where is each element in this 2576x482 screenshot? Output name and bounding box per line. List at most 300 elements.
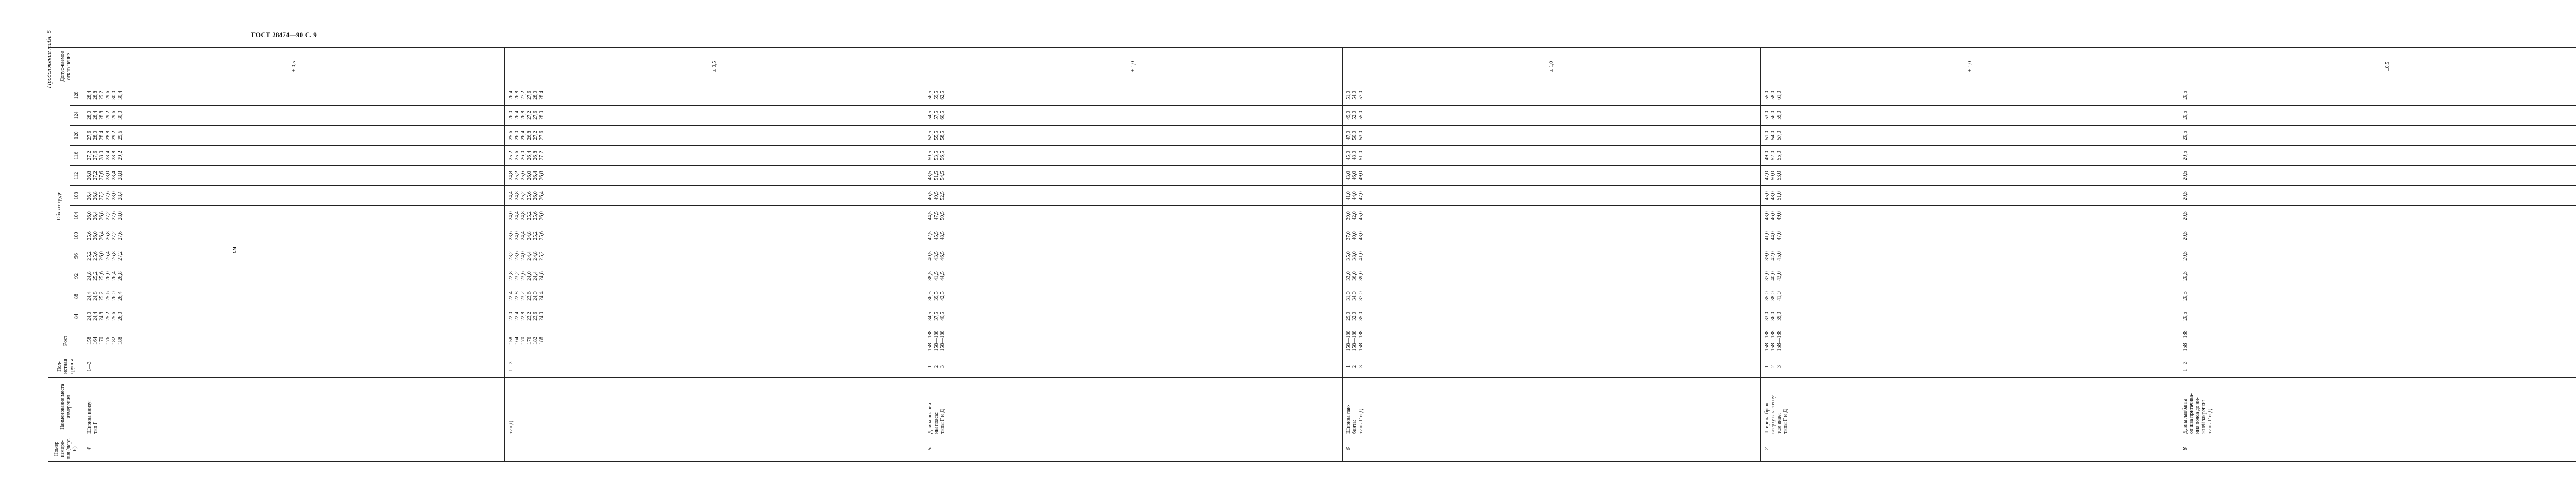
size-values <box>924 85 1343 105</box>
cell-line: типы Г и Д <box>1783 409 1789 434</box>
size-values <box>1343 286 1761 306</box>
cell-line: 24,8 <box>508 171 514 180</box>
cell-line: 27,6 <box>93 151 98 160</box>
cell-line: 26,4 <box>87 191 92 200</box>
cell-line: 28,4 <box>93 111 98 120</box>
size-values <box>2179 106 2576 126</box>
cell-line: 26,8 <box>514 91 520 100</box>
cell-line: 26,0 <box>111 291 117 301</box>
cell-line: 46,5 <box>940 251 946 261</box>
size-values <box>505 106 924 126</box>
chest-size-120: 120 <box>70 126 83 146</box>
cell-line: 28,8 <box>93 91 98 100</box>
cell-line: 25,6 <box>520 171 527 180</box>
size-values <box>1761 146 2179 166</box>
cell-line: 37,0 <box>1346 231 1352 240</box>
cell-line: ны пояса: <box>934 412 940 434</box>
measure-name <box>83 378 505 436</box>
cell-line: 60,5 <box>940 111 946 120</box>
cell-line: 27,6 <box>539 131 545 140</box>
cell-line: 170 <box>520 337 527 345</box>
cell-line: 49,0 <box>1764 151 1770 160</box>
cell-line: 22,4 <box>514 312 520 321</box>
measure-number: 5 <box>924 436 1343 462</box>
cell-line: 158—188 <box>1776 330 1783 351</box>
cell-line: 26,0 <box>99 251 105 261</box>
cell-line: 48,0 <box>1352 151 1358 160</box>
cell-line: 26,8 <box>87 171 92 180</box>
cell-line: 33,0 <box>1764 312 1770 321</box>
cell-line: 29,2 <box>99 91 105 100</box>
height-values <box>1343 326 1761 355</box>
size-values <box>1761 306 2179 326</box>
cell-line: 27,6 <box>105 191 111 200</box>
cell-line: 28,4 <box>87 91 92 100</box>
cell-line: 20,5 <box>2182 111 2189 120</box>
col-chest-header: Обхват груди <box>48 85 70 326</box>
cell-line: 26,8 <box>99 211 105 220</box>
cell-line: 57,0 <box>1358 91 1364 100</box>
cell-line: 28,4 <box>117 191 123 200</box>
cell-line: 37,0 <box>1358 291 1364 301</box>
cell-line: 41,0 <box>1346 191 1352 200</box>
chest-size-128: 128 <box>70 85 83 105</box>
cell-line: 24,4 <box>520 231 527 240</box>
cell-line: 25,2 <box>527 211 533 220</box>
cell-line: 28,8 <box>105 131 111 140</box>
size-values <box>1761 106 2179 126</box>
cell-line: 26,4 <box>520 131 527 140</box>
tolerance: ± 0,5 <box>83 47 505 85</box>
cell-line: 43,0 <box>1776 271 1783 281</box>
cell-line: 40,0 <box>1770 271 1776 281</box>
size-values <box>505 186 924 206</box>
size-values <box>83 126 505 146</box>
cell-line: 34,5 <box>927 312 934 321</box>
chest-size-116: 116 <box>70 146 83 166</box>
cell-line: 48,5 <box>940 231 946 240</box>
cell-line: 29,6 <box>105 91 111 100</box>
height-values <box>2179 326 2576 355</box>
size-values <box>83 306 505 326</box>
cell-line: 54,0 <box>1352 91 1358 100</box>
chest-size-96: 96 <box>70 246 83 266</box>
cell-line: 158—188 <box>1352 330 1358 351</box>
cell-line: Длина полови- <box>927 401 934 434</box>
cell-line: от шва притачива- <box>2189 393 2195 434</box>
cell-line: 22,8 <box>514 291 520 301</box>
cell-line: 25,6 <box>99 271 105 281</box>
cell-line: 37,5 <box>934 312 940 321</box>
cell-line: 25,6 <box>527 191 533 200</box>
cell-line: 20,5 <box>2182 291 2189 301</box>
cell-line: 1—3 <box>2182 361 2189 372</box>
cell-line: 20,5 <box>2182 271 2189 281</box>
cell-line: 55,0 <box>1764 91 1770 100</box>
cell-line: 158—188 <box>1358 330 1364 351</box>
size-values <box>924 226 1343 246</box>
cell-line: 24,4 <box>533 271 539 281</box>
cell-line: 54,0 <box>1770 131 1776 140</box>
cell-line: 26,4 <box>117 291 123 301</box>
cell-line: 158—188 <box>927 330 934 351</box>
cell-line: 27,6 <box>99 171 105 180</box>
cell-line: 62,5 <box>940 91 946 100</box>
cell-line: 36,0 <box>1352 271 1358 281</box>
cell-line: 55,0 <box>1776 151 1783 160</box>
cell-line: 3 <box>940 365 946 368</box>
cell-line: 25,6 <box>93 251 98 261</box>
rotated-table-area <box>42 29 2391 462</box>
measurements-table <box>48 47 2576 462</box>
size-values <box>83 85 505 105</box>
chest-size-100: 100 <box>70 226 83 246</box>
cell-line: 188 <box>539 337 545 345</box>
cell-line: 28,0 <box>99 151 105 160</box>
cell-line: 35,0 <box>1358 312 1364 321</box>
size-values <box>1343 306 1761 326</box>
cell-line: 24,0 <box>533 291 539 301</box>
tolerance: ±0,5 <box>2179 47 2576 85</box>
cell-line: 38,5 <box>927 271 934 281</box>
cell-line: 52,5 <box>927 131 934 140</box>
cell-line: 58,0 <box>1770 91 1776 100</box>
cell-line: 24,8 <box>99 312 105 321</box>
table-row <box>2179 47 2576 461</box>
cell-line: 39,0 <box>1764 251 1770 261</box>
table-row <box>924 47 1343 461</box>
cell-line: 37,0 <box>1764 271 1770 281</box>
cell-line: 23,6 <box>533 312 539 321</box>
cell-line: 27,6 <box>533 111 539 120</box>
size-values <box>924 286 1343 306</box>
cell-line: 42,5 <box>940 291 946 301</box>
cell-line: 23,6 <box>520 271 527 281</box>
size-values <box>2179 146 2576 166</box>
measure-number: 8 <box>2179 436 2576 462</box>
cell-line: 26,0 <box>520 151 527 160</box>
cell-line: 53,5 <box>934 151 940 160</box>
cell-line: тип Г <box>93 421 98 434</box>
cell-line: 29,2 <box>111 131 117 140</box>
cell-line: 45,0 <box>1764 191 1770 200</box>
cell-line: 55,5 <box>934 131 940 140</box>
cell-line: 26,8 <box>539 171 545 180</box>
size-values <box>1761 226 2179 246</box>
size-values <box>83 166 505 186</box>
cell-line: 54,5 <box>940 171 946 180</box>
cell-line: 182 <box>533 337 539 345</box>
cell-line: Ширина внизу: <box>87 400 92 434</box>
size-values <box>1761 246 2179 266</box>
cell-line: 52,5 <box>940 191 946 200</box>
cell-line: 57,5 <box>934 111 940 120</box>
cell-line: 45,0 <box>1776 251 1783 261</box>
cell-line: 36,5 <box>927 291 934 301</box>
size-values <box>505 226 924 246</box>
cell-line: 26,0 <box>93 231 98 240</box>
cell-line: 20,5 <box>2182 131 2189 140</box>
cell-line: 20,5 <box>2182 171 2189 180</box>
size-values <box>505 286 924 306</box>
cell-line: 158—188 <box>2182 330 2189 351</box>
cell-line: 27,6 <box>117 231 123 240</box>
cell-line: 27,2 <box>87 151 92 160</box>
cell-line: 164 <box>93 337 98 345</box>
cell-line: 24,8 <box>533 251 539 261</box>
cell-line: 43,0 <box>1358 231 1364 240</box>
cell-line: 23,6 <box>508 231 514 240</box>
cell-line: 55,0 <box>1358 111 1364 120</box>
cell-line: 2 <box>1770 365 1776 368</box>
cell-line: 158—188 <box>1346 330 1352 351</box>
measure-name <box>2179 378 2576 436</box>
cell-line: 24,0 <box>520 251 527 261</box>
cell-line: 26,8 <box>93 191 98 200</box>
cell-line: ния пояса до ни- <box>2195 397 2201 434</box>
cell-line: 22,4 <box>508 291 514 301</box>
cell-line: 25,2 <box>508 151 514 160</box>
size-values <box>505 246 924 266</box>
cell-line: 23,2 <box>508 251 514 261</box>
measure-name <box>924 378 1343 436</box>
cell-line: 25,6 <box>508 131 514 140</box>
cell-line: 61,0 <box>1776 91 1783 100</box>
cell-line: 20,5 <box>2182 91 2189 100</box>
cell-line: 27,2 <box>533 131 539 140</box>
cell-line: 46,5 <box>927 191 934 200</box>
chest-size-124: 124 <box>70 106 83 126</box>
cell-line: 44,5 <box>927 211 934 220</box>
measure-number <box>505 436 924 462</box>
size-values <box>505 166 924 186</box>
cell-line: 45,0 <box>1358 211 1364 220</box>
fullness-group <box>83 355 505 378</box>
size-values <box>83 266 505 286</box>
fullness-group <box>924 355 1343 378</box>
cell-line: 54,5 <box>927 111 934 120</box>
size-values <box>924 246 1343 266</box>
size-values <box>1343 166 1761 186</box>
col-name-header: Наименование места измерения <box>48 378 83 436</box>
cell-line: 28,0 <box>93 131 98 140</box>
size-values <box>924 146 1343 166</box>
size-values <box>2179 266 2576 286</box>
cell-line: 51,5 <box>934 171 940 180</box>
cell-line: 25,2 <box>93 271 98 281</box>
cell-line: Ширина брюк <box>1764 402 1770 434</box>
size-values <box>1343 226 1761 246</box>
height-values <box>924 326 1343 355</box>
cell-line: 28,8 <box>111 151 117 160</box>
cell-line: 47,5 <box>934 211 940 220</box>
cell-line: 29,0 <box>1346 312 1352 321</box>
cell-line: 29,6 <box>117 131 123 140</box>
size-values <box>1343 106 1761 126</box>
cell-line: 39,0 <box>1346 211 1352 220</box>
cell-line: 26,4 <box>533 171 539 180</box>
cell-line: 188 <box>117 337 123 345</box>
cell-line: 3 <box>1776 365 1783 368</box>
cell-line: типы Г и Д <box>940 409 946 434</box>
size-values <box>1761 206 2179 226</box>
size-values <box>2179 166 2576 186</box>
cell-line: 24,0 <box>527 271 533 281</box>
size-values <box>2179 85 2576 105</box>
col-group-header: Пол-нотная группа <box>48 355 83 378</box>
cell-line: 28,4 <box>99 131 105 140</box>
cell-line: 28,4 <box>111 171 117 180</box>
cell-line: 26,4 <box>539 191 545 200</box>
cell-line: 41,5 <box>934 271 940 281</box>
fullness-group <box>505 355 924 378</box>
cell-line: 56,5 <box>940 151 946 160</box>
cell-line: том виде: <box>1776 412 1783 434</box>
cell-line: 51,0 <box>1764 131 1770 140</box>
unit-label: см <box>230 247 238 253</box>
cell-line: 1—3 <box>87 361 92 372</box>
cell-line: 46,0 <box>1352 171 1358 180</box>
cell-line: 29,2 <box>105 111 111 120</box>
size-values <box>83 106 505 126</box>
cell-line: 49,0 <box>1776 211 1783 220</box>
size-values <box>505 85 924 105</box>
cell-line: 24,4 <box>87 291 92 301</box>
cell-line: жней закрепки: <box>2201 400 2207 434</box>
height-values <box>505 326 924 355</box>
cell-line: 26,4 <box>514 111 520 120</box>
cell-line: 22,0 <box>508 312 514 321</box>
cell-line: 26,4 <box>99 231 105 240</box>
cell-line: 30,0 <box>117 111 123 120</box>
cell-line: 30,4 <box>117 91 123 100</box>
cell-line: 53,0 <box>1764 111 1770 120</box>
table-head <box>48 47 83 461</box>
size-values <box>2179 206 2576 226</box>
measure-number: 6 <box>1343 436 1761 462</box>
cell-line: 27,2 <box>520 91 527 100</box>
measure-number: 7 <box>1761 436 2179 462</box>
cell-line: 35,0 <box>1346 251 1352 261</box>
cell-line: 51,0 <box>1358 151 1364 160</box>
cell-line: 20,5 <box>2182 251 2189 261</box>
cell-line: 41,0 <box>1776 291 1783 301</box>
cell-line: 28,8 <box>117 171 123 180</box>
cell-line: 22,8 <box>508 271 514 281</box>
size-values <box>1761 166 2179 186</box>
size-values <box>924 266 1343 286</box>
cell-line: 25,2 <box>105 312 111 321</box>
cell-line: 57,0 <box>1776 131 1783 140</box>
cell-line: 39,0 <box>1358 271 1364 281</box>
cell-line: 26,8 <box>111 251 117 261</box>
fullness-group <box>1761 355 2179 378</box>
cell-line: 24,4 <box>514 211 520 220</box>
cell-line: 3 <box>1358 365 1364 368</box>
cell-line: банта: <box>1352 420 1358 434</box>
cell-line: 26,0 <box>539 211 545 220</box>
cell-line: 26,4 <box>527 151 533 160</box>
cell-line: 164 <box>514 337 520 345</box>
cell-line: 158 <box>87 337 92 345</box>
cell-line: 26,4 <box>105 251 111 261</box>
measure-number: 4 <box>83 436 505 462</box>
cell-line: 45,0 <box>1346 151 1352 160</box>
col-tol-header: Допус-каемое откло-нение <box>48 47 83 85</box>
cell-line: 49,0 <box>1358 171 1364 180</box>
cell-line: 42,5 <box>927 231 934 240</box>
cell-line: 47,0 <box>1764 171 1770 180</box>
size-values <box>2179 306 2576 326</box>
cell-line: 42,0 <box>1770 251 1776 261</box>
cell-line: 41,0 <box>1358 251 1364 261</box>
cell-line: 38,0 <box>1770 291 1776 301</box>
cell-line: 24,8 <box>539 271 545 281</box>
cell-line: 27,6 <box>111 211 117 220</box>
cell-line: 58,5 <box>940 131 946 140</box>
cell-line: 53,0 <box>1358 131 1364 140</box>
cell-line: 43,5 <box>934 251 940 261</box>
cell-line: 158—188 <box>1764 330 1770 351</box>
cell-line: 20,5 <box>2182 191 2189 200</box>
size-values <box>1343 206 1761 226</box>
size-values <box>924 206 1343 226</box>
cell-line: типы Г и Д <box>1358 409 1364 434</box>
cell-line: 2 <box>934 365 940 368</box>
size-values <box>1343 186 1761 206</box>
size-values <box>1343 246 1761 266</box>
cell-line: 39,5 <box>934 291 940 301</box>
cell-line: 26,0 <box>527 171 533 180</box>
size-values <box>1343 266 1761 286</box>
cell-line: 40,5 <box>940 312 946 321</box>
cell-line: 52,0 <box>1352 111 1358 120</box>
cell-line: вверху в застегну- <box>1770 393 1776 434</box>
cell-line: 51,0 <box>1346 91 1352 100</box>
col-num-header: Номер измере-ния (черт. 6) <box>48 436 83 462</box>
cell-line: 50,0 <box>1770 171 1776 180</box>
cell-line: 28,0 <box>105 171 111 180</box>
measure-name <box>1343 378 1761 436</box>
cell-line: 42,0 <box>1352 211 1358 220</box>
size-values <box>924 186 1343 206</box>
tolerance: ± 1,0 <box>924 47 1343 85</box>
cell-line: 26,8 <box>105 231 111 240</box>
chest-size-108: 108 <box>70 186 83 206</box>
cell-line: 27,2 <box>105 211 111 220</box>
cell-line: 24,8 <box>520 211 527 220</box>
size-values <box>1343 126 1761 146</box>
cell-line: 43,0 <box>1764 211 1770 220</box>
cell-line: 59,5 <box>934 91 940 100</box>
cell-line: 24,0 <box>514 231 520 240</box>
cell-line: 50,5 <box>940 211 946 220</box>
table-row <box>505 47 924 461</box>
cell-line: 41,0 <box>1764 231 1770 240</box>
cell-line: 24,8 <box>87 271 92 281</box>
cell-line: 26,0 <box>105 271 111 281</box>
cell-line: 27,2 <box>99 191 105 200</box>
cell-line: 28,8 <box>99 111 105 120</box>
size-values <box>2179 186 2576 206</box>
cell-line: 59,0 <box>1776 111 1783 120</box>
cell-line: 26,0 <box>87 211 92 220</box>
cell-line: 25,6 <box>87 231 92 240</box>
cell-line: 24,4 <box>93 312 98 321</box>
size-values <box>505 206 924 226</box>
cell-line: 170 <box>99 337 105 345</box>
size-values <box>83 246 505 266</box>
